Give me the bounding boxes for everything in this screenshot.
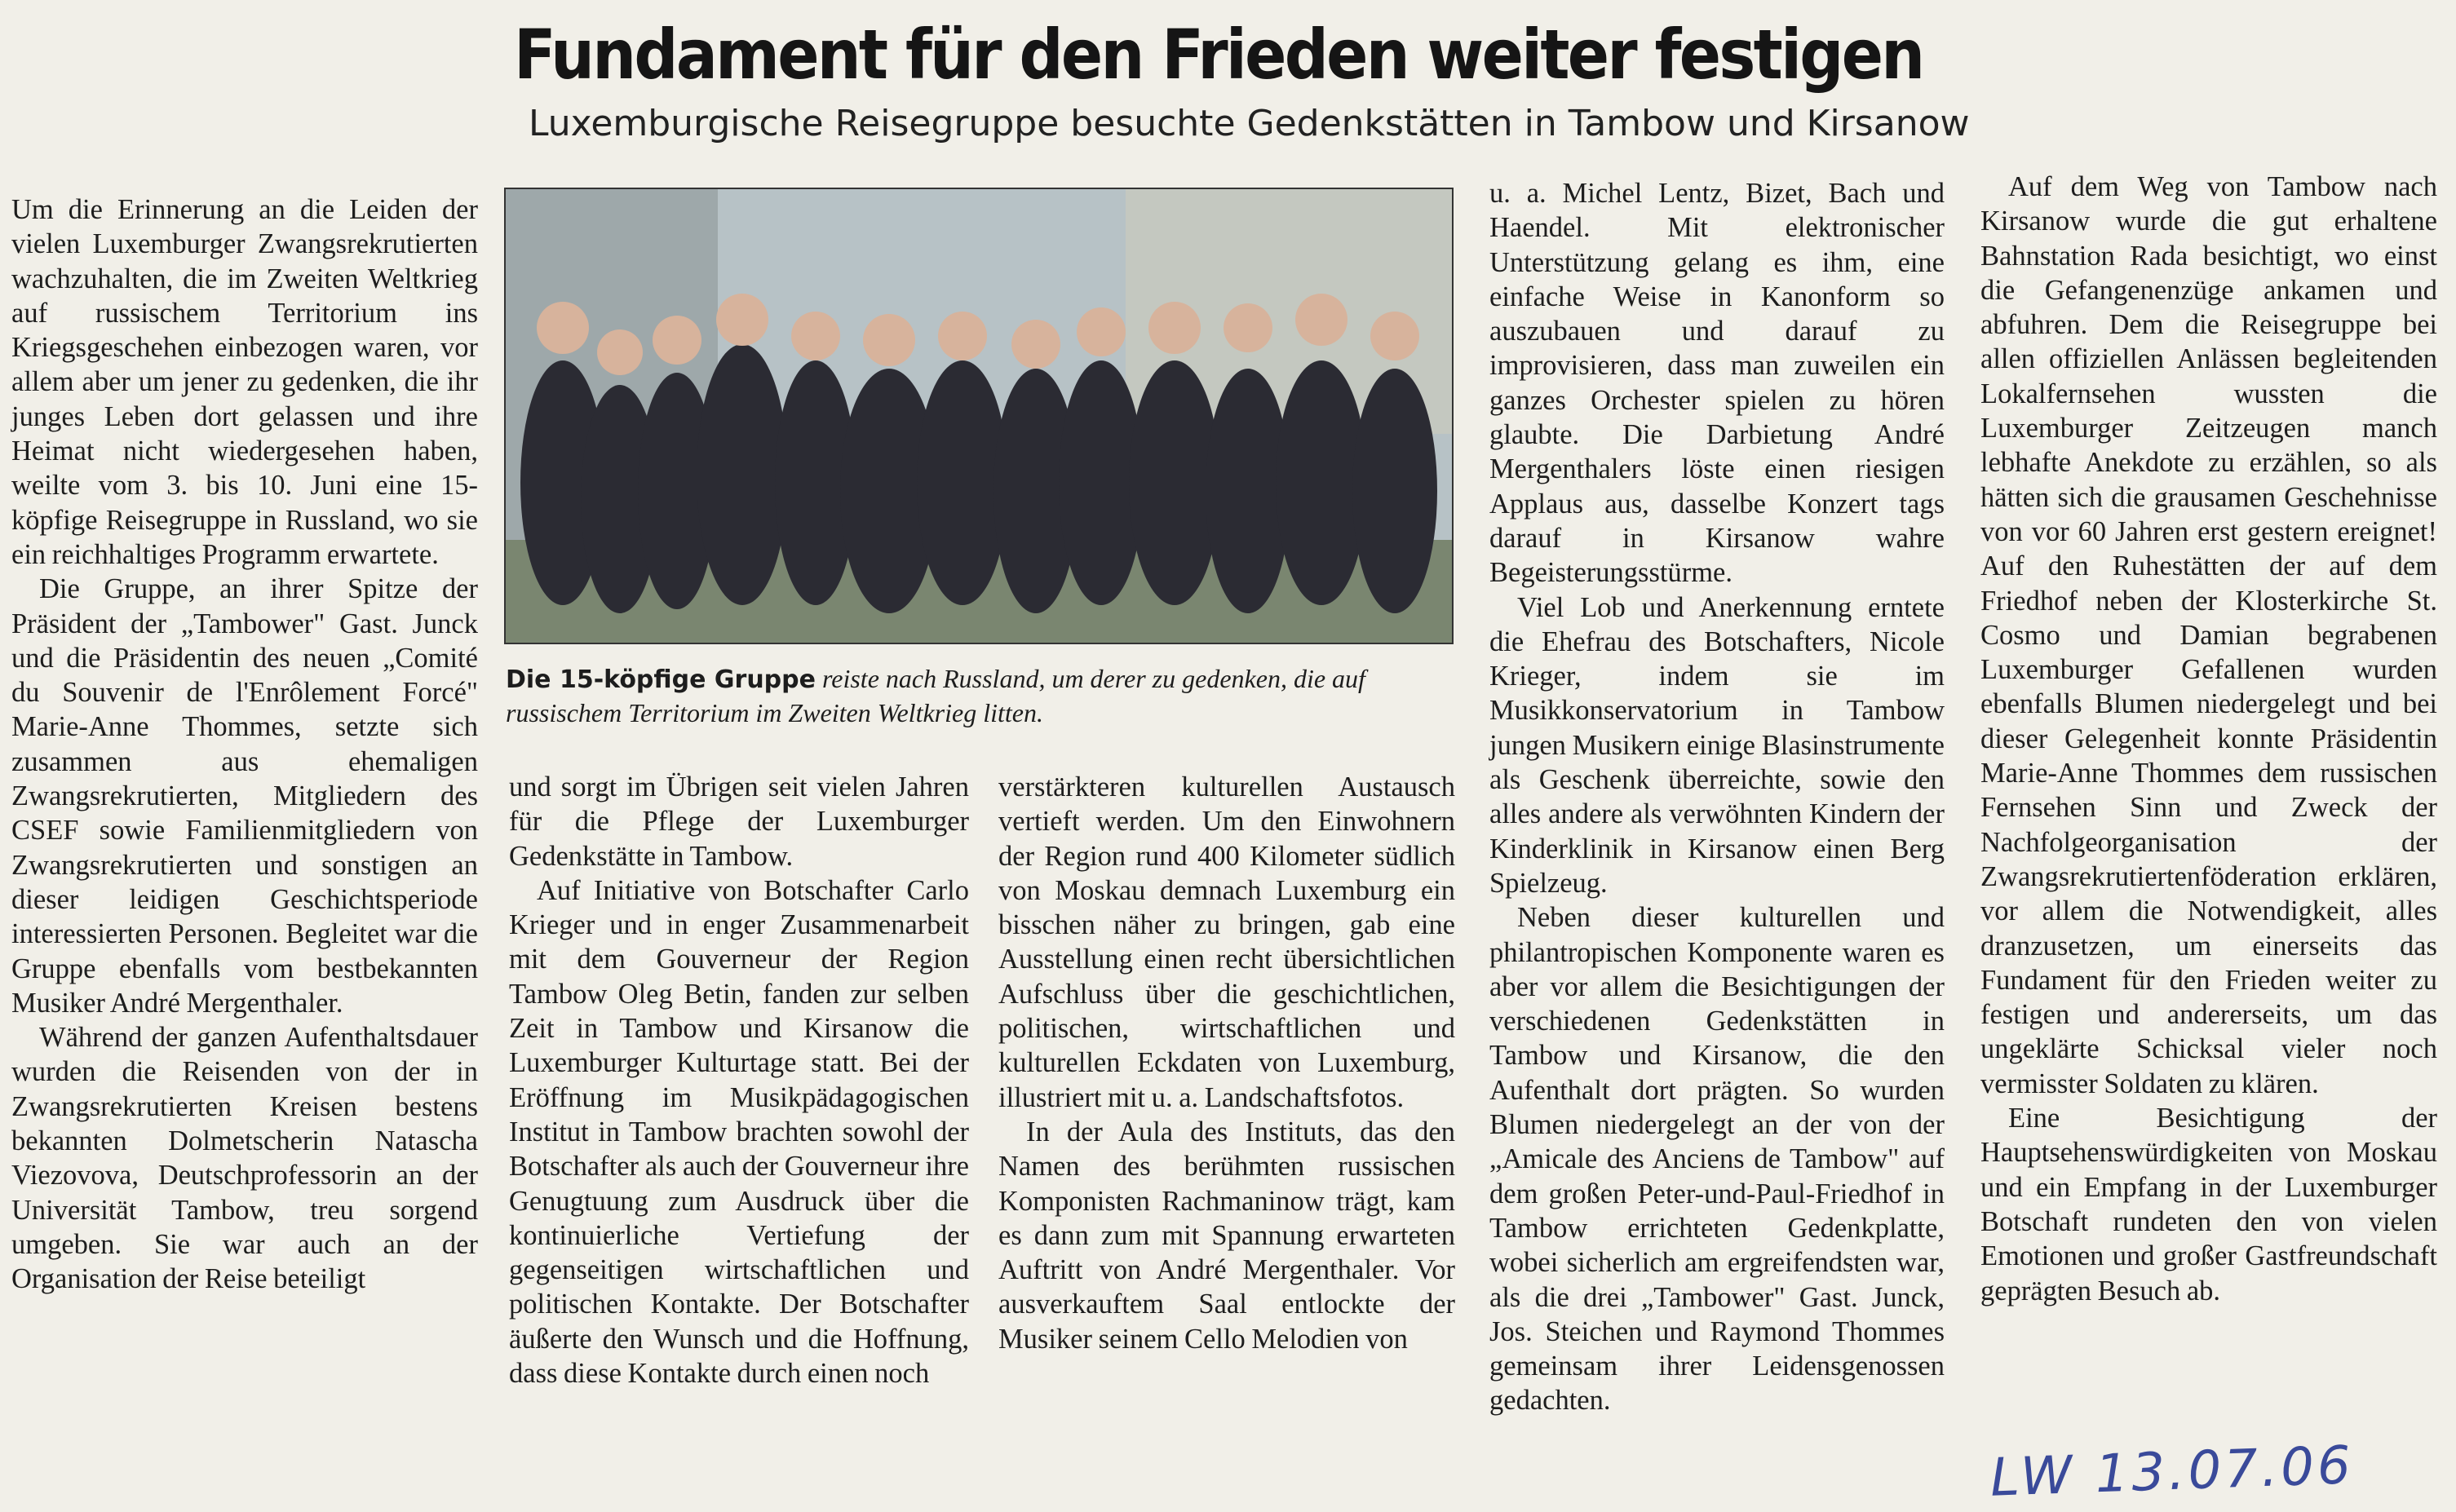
paragraph: verstärkteren kulturellen Austausch vertieft werden. Um den Einwohnern der Region rund 400 Kilometer südlich von Moskau demnach Luxemburg ein bisschen näher zu bringen, gab eine Ausstellung einen recht übersichtlichen Aufschluss über die geschichtlichen, politischen, wirtschaftlichen und kulturellen Eckdaten von Luxemburg, illustriert mit u. a. Landschaftsfotos. <box>998 771 1455 1113</box>
caption-text: reiste nach Russland, um derer zu gedenken, die auf russischem Territorium im Zweiten Weltkrieg litten. <box>506 664 1365 727</box>
caption-lead: Die 15-köpfige Gruppe <box>506 665 816 694</box>
paragraph: Eine Besichtigung der Hauptsehenswürdigkeiten von Moskau und ein Empfang in der Luxemburger Botschaft rundeten den von vielen Emotionen und großer Gastfreundschaft geprägten Besuch ab. <box>1980 1103 2437 1306</box>
paragraph: Die Gruppe, an ihrer Spitze der Präsident der „Tambower" Gast. Junck und die Präsidentin des neuen „Comité du Souvenir de l'Enrôlement Forcé" Marie-Anne Thommes, setzte sich zusammen aus ehemaligen Zwangsrekrutierten, Mitgliedern des CSEF sowie Familienmitgliedern von Zwangsrekrutierten und sonstigen an dieser leidigen Geschichtsperiode interessierten Personen. Begleitet war die Gruppe ebenfalls vom bestbekannten Musiker André Mergenthaler. <box>11 573 478 1019</box>
paragraph: Auf Initiative von Botschafter Carlo Krieger und in enger Zusammenarbeit mit dem Gouverneur der Region Tambow Oleg Betin, fanden zur selben Zeit in Tambow und Kirsanow die Luxemburger Kulturtage statt. Bei der Eröffnung im Musikpädagogischen Institut in Tambow brachten sowohl der Botschafter als auch der Gouverneur ihre Genugtuung zum Ausdruck über die kontinuierliche Vertiefung der gegenseitigen wirtschaftlichen und politischen Kontakte. Der Botschafter äußerte den Wunsch und die Hoffnung, dass diese Kontakte durch einen noch <box>509 874 969 1390</box>
paragraph: In der Aula des Instituts, das den Namen des berühmten russischen Komponisten Rachmaninow trägt, kam es dann zum mit Spannung erwarteten Auftritt von André Mergenthaler. Vor ausverkauftem Saal entlockte der Musiker seinem Cello Melodien von <box>998 1116 1455 1355</box>
column-3 <box>998 770 1455 1356</box>
group-photo <box>504 188 1454 644</box>
headline: Fundament für den Frieden weiter festigen <box>514 15 1923 95</box>
group-photo-image <box>506 189 1452 643</box>
paragraph: Viel Lob und Anerkennung erntete die Ehefrau des Botschafters, Nicole Krieger, indem sie im Musikkonservatorium in Tambow jungen Musikern einige Blasinstrumente als Geschenk überreichte, sowie den alles andere als verwöhnten Kindern der Kinderklinik in Kirsanow einen Berg Spielzeug. <box>1489 591 1945 899</box>
paragraph: u. a. Michel Lentz, Bizet, Bach und Haendel. Mit elektronischer Unterstützung gelang es ihm, eine einfache Weise in Kanonform so auszubauen und darauf zu improvisieren, dass man zuweilen ein ganzes Orchester spielen zu hören glaubte. Die Darbietung André Mergenthalers löste einen riesigen Applaus aus, dasselbe Konzert tags darauf in Kirsanow wahre Begeisterungsstürme. <box>1489 178 1945 589</box>
handwritten-date-stamp: LW 13.07.06 <box>1989 1435 2355 1509</box>
paragraph: Auf dem Weg von Tambow nach Kirsanow wurde die gut erhaltene Bahnstation Rada besichtigt, wo einst die Gefangenenzüge ankamen und abfuhren. Dem die Reisegruppe bei allen offiziellen Anlässen begleitenden Lokalfernsehen wussten die Luxemburger Zeitzeugen manch lebhafte Anekdote zu erzählen, so als hätten sich die grausamen Geschehnisse von vor 60 Jahren erst gestern ereignet! Auf den Ruhestätten der auf dem Friedhof neben der Klosterkirche St. Cosmo und Damian begrabenen Luxemburger Gefallenen wurden ebenfalls Blumen niedergelegt und bei dieser Gelegenheit konnte Präsidentin Marie-Anne Thommes dem russischen Fernsehen Sinn und Zweck der Nachfolgeorganisation der Zwangsrekrutiertenföderation erklären, vor allem die Notwendigkeit, alles dranzusetzen, um einerseits das Fundament für den Frieden weiter zu festigen und andererseits, um das ungeklärte Schicksal vieler noch vermisster Soldaten zu klären. <box>1980 171 2437 1099</box>
paragraph: Neben dieser kulturellen und philantropischen Komponente waren es aber vor allem die Besichtigungen der verschiedenen Gedenkstätten in Tambow und Kirsanow, die den Aufenthalt dort prägten. So wurden Blumen niedergelegt an der von der „Amicale des Anciens de Tambow" auf dem großen Peter-und-Paul-Friedhof in Tambow errichteten Gedenkplatte, wobei sicherlich am ergreifendsten war, als die drei „Tambower" Gast. Junck, Jos. Steichen und Raymond Thommes gemeinsam ihrer Leidensgenossen gedachten. <box>1489 902 1945 1417</box>
column-2 <box>509 770 969 1390</box>
subheadline: Luxemburgische Reisegruppe besuchte Gedenkstätten in Tambow und Kirsanow <box>529 103 1970 144</box>
photo-caption <box>506 662 1454 729</box>
column-5 <box>1980 170 2437 1308</box>
column-1 <box>11 192 478 1297</box>
paragraph: und sorgt im Übrigen seit vielen Jahren für die Pflege der Luxemburger Gedenkstätte in Tambow. <box>509 771 969 872</box>
column-4 <box>1489 176 1945 1418</box>
paragraph: Um die Erinnerung an die Leiden der vielen Luxemburger Zwangsrekrutierten wachzuhalten, die im Zweiten Weltkrieg auf russischem Territorium ins Kriegsgeschehen einbezogen waren, vor allem aber um jener zu gedenken, die ihr junges Leben dort gelassen und ihre Heimat nicht wiedergesehen haben, weilte vom 3. bis 10. Juni eine 15-köpfige Reisegruppe in Russland, wo sie ein reichhaltiges Programm erwartete. <box>11 194 478 570</box>
paragraph: Während der ganzen Aufenthaltsdauer wurden die Reisenden von der in Zwangsrekrutierten Kreisen bestens bekannten Dolmetscherin Natascha Viezovova, Deutschprofessorin an der Universität Tambow, treu sorgend umgeben. Sie war auch an der Organisation der Reise beteiligt <box>11 1022 478 1295</box>
